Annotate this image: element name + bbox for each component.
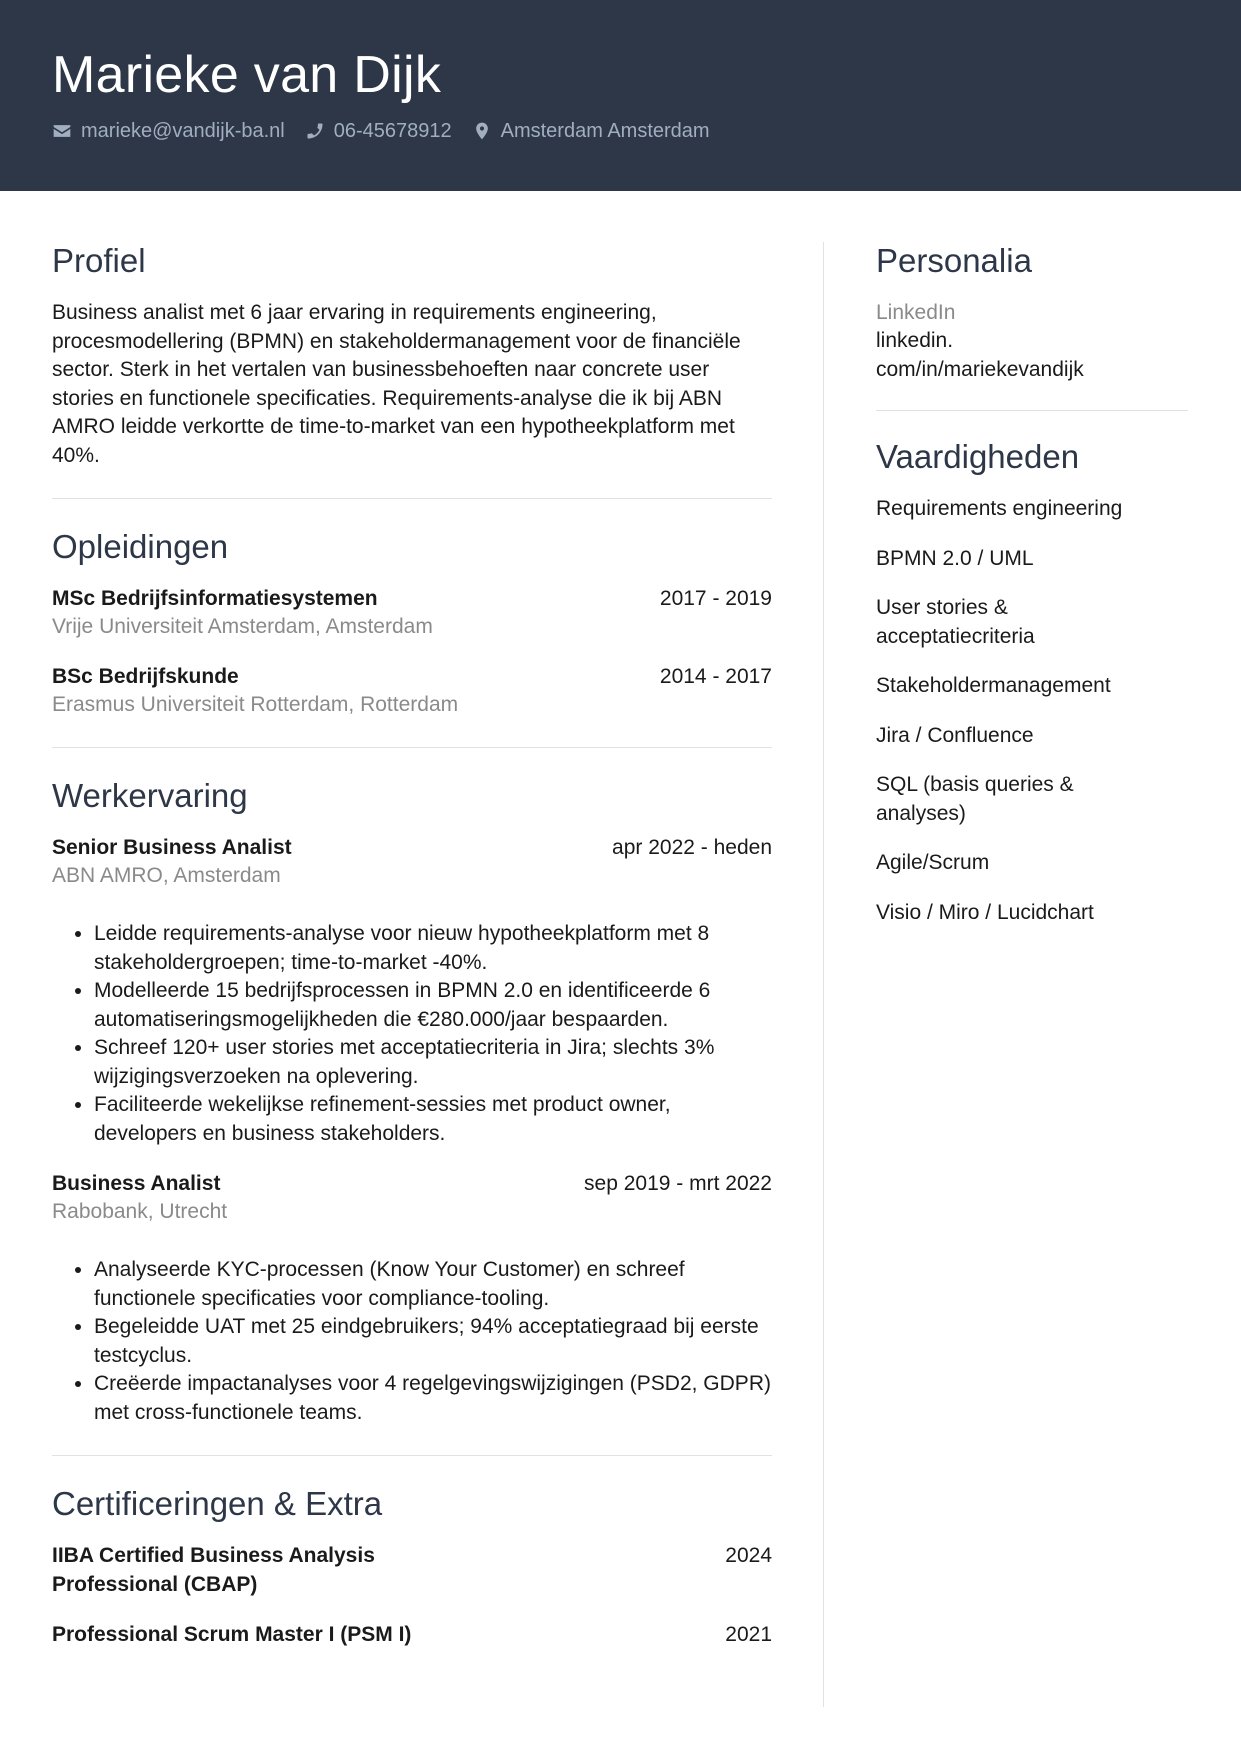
job-company: Rabobank, Utrecht	[52, 1200, 228, 1223]
bullet-item: • Modelleerde 15 bedrijfsprocessen in BPMN 2.0 en identificeerde 6 automatiseringsmogelijkheden die €280.000/jaar bespaarden.	[94, 977, 772, 1034]
certification-name: IIBA Certified Business Analysis Professional (CBAP)	[52, 1544, 375, 1596]
personal-heading: Personalia	[876, 242, 1032, 279]
resume-header	[0, 0, 1241, 191]
map-pin-icon	[472, 121, 492, 141]
certification-entry	[52, 1621, 772, 1650]
degree-title: MSc Bedrijfsinformatiesystemen	[52, 587, 378, 610]
skills-section	[876, 437, 1188, 927]
phone-icon	[305, 121, 325, 141]
profile-section	[52, 241, 772, 470]
profile-text: Business analist met 6 jaar ervaring in requirements engineering, procesmodellering (BPMN) en stakeholdermanagement voor de financiële sector. Sterk in het vertalen van businessbehoeften naar concrete user stories en functionele specificaties. Requirements-analyse die ik bij ABN AMRO leidde verkortte de time-to-market van een hypotheekplatform met 40%.	[52, 301, 741, 467]
contact-phone[interactable]	[305, 118, 452, 144]
job-role: Business Analist	[52, 1172, 221, 1195]
skill-item: Jira / Confluence	[876, 723, 1034, 747]
skill-item: BPMN 2.0 / UML	[876, 546, 1034, 570]
bullet-item: • Leidde requirements-analyse voor nieuw hypotheekplatform met 8 stakeholdergroepen; time-to-market -40%.	[94, 920, 772, 977]
job-entry	[52, 1170, 772, 1427]
education-heading: Opleidingen	[52, 528, 229, 565]
main-column	[52, 241, 772, 1650]
section-divider	[52, 747, 772, 748]
skill-item: Requirements engineering	[876, 497, 1123, 520]
job-bullets	[52, 920, 772, 1148]
bullet-item: • Begeleidde UAT met 25 eindgebruikers; 94% acceptatiegraad bij eerste testcyclus.	[94, 1313, 772, 1370]
education-section	[52, 527, 772, 719]
skills-heading: Vaardigheden	[876, 438, 1080, 475]
job-role: Senior Business Analist	[52, 836, 292, 859]
skill-item: Stakeholdermanagement	[876, 674, 1111, 697]
contact-email[interactable]	[52, 118, 285, 144]
job-dates: sep 2019 - mrt 2022	[584, 1172, 772, 1195]
school-name: Erasmus Universiteit Rotterdam, Rotterdam	[52, 693, 459, 716]
envelope-icon	[52, 121, 72, 141]
email-text[interactable]: marieke@vandijk-ba.nl	[81, 120, 285, 142]
experience-heading: Werkervaring	[52, 777, 248, 814]
linkedin-url-part2[interactable]: com/in/mariekevandijk	[876, 357, 1084, 381]
skill-item: User stories & acceptatiecriteria	[876, 596, 1035, 648]
candidate-name: Marieke van Dijk	[52, 46, 442, 104]
bullet-item: • Schreef 120+ user stories met acceptatiecriteria in Jira; slechts 3% wijzigingsverzoeken na oplevering.	[94, 1034, 772, 1091]
column-divider	[823, 242, 824, 1707]
experience-section	[52, 776, 772, 1427]
section-divider	[52, 1455, 772, 1456]
education-entry	[52, 585, 772, 641]
education-dates: 2017 - 2019	[659, 587, 772, 610]
contact-bar	[52, 118, 1189, 144]
job-entry	[52, 834, 772, 1148]
linkedin-link[interactable]	[876, 327, 1136, 384]
resume-body	[0, 191, 1241, 1754]
profile-heading: Profiel	[52, 242, 146, 279]
section-divider	[52, 498, 772, 499]
certification-name: Professional Scrum Master I (PSM I)	[52, 1623, 412, 1646]
education-entry	[52, 663, 772, 719]
location-text: Amsterdam Amsterdam	[500, 120, 710, 142]
certifications-heading: Certificeringen & Extra	[52, 1485, 383, 1522]
job-company: ABN AMRO, Amsterdam	[52, 864, 281, 887]
skill-item: SQL (basis queries & analyses)	[876, 773, 1074, 825]
contact-location	[472, 118, 710, 144]
degree-title: BSc Bedrijfskunde	[52, 665, 239, 688]
job-dates: apr 2022 - heden	[612, 836, 772, 859]
section-divider	[876, 410, 1188, 411]
school-name: Vrije Universiteit Amsterdam, Amsterdam	[52, 615, 433, 638]
sidebar-column	[876, 241, 1188, 948]
phone-text[interactable]: 06-45678912	[333, 120, 452, 142]
job-bullets	[52, 1256, 772, 1427]
personal-section	[876, 241, 1188, 384]
certifications-section	[52, 1484, 772, 1650]
bullet-item: • Creëerde impactanalyses voor 4 regelgevingswijzigingen (PSD2, GDPR) met cross-functionele teams.	[94, 1370, 772, 1427]
certification-year: 2024	[725, 1544, 772, 1567]
linkedin-url-part1[interactable]: linkedin.	[876, 329, 954, 352]
skill-item: Visio / Miro / Lucidchart	[876, 900, 1094, 924]
certification-entry	[52, 1542, 772, 1599]
education-dates: 2014 - 2017	[659, 665, 772, 688]
bullet-item: • Faciliteerde wekelijkse refinement-sessies met product owner, developers en business stakeholders.	[94, 1091, 772, 1148]
certification-year: 2021	[725, 1623, 772, 1646]
skill-item: Agile/Scrum	[876, 851, 990, 874]
bullet-item: • Analyseerde KYC-processen (Know Your Customer) en schreef functionele specificaties voor compliance-tooling.	[94, 1256, 772, 1313]
linkedin-label: LinkedIn	[876, 301, 956, 324]
